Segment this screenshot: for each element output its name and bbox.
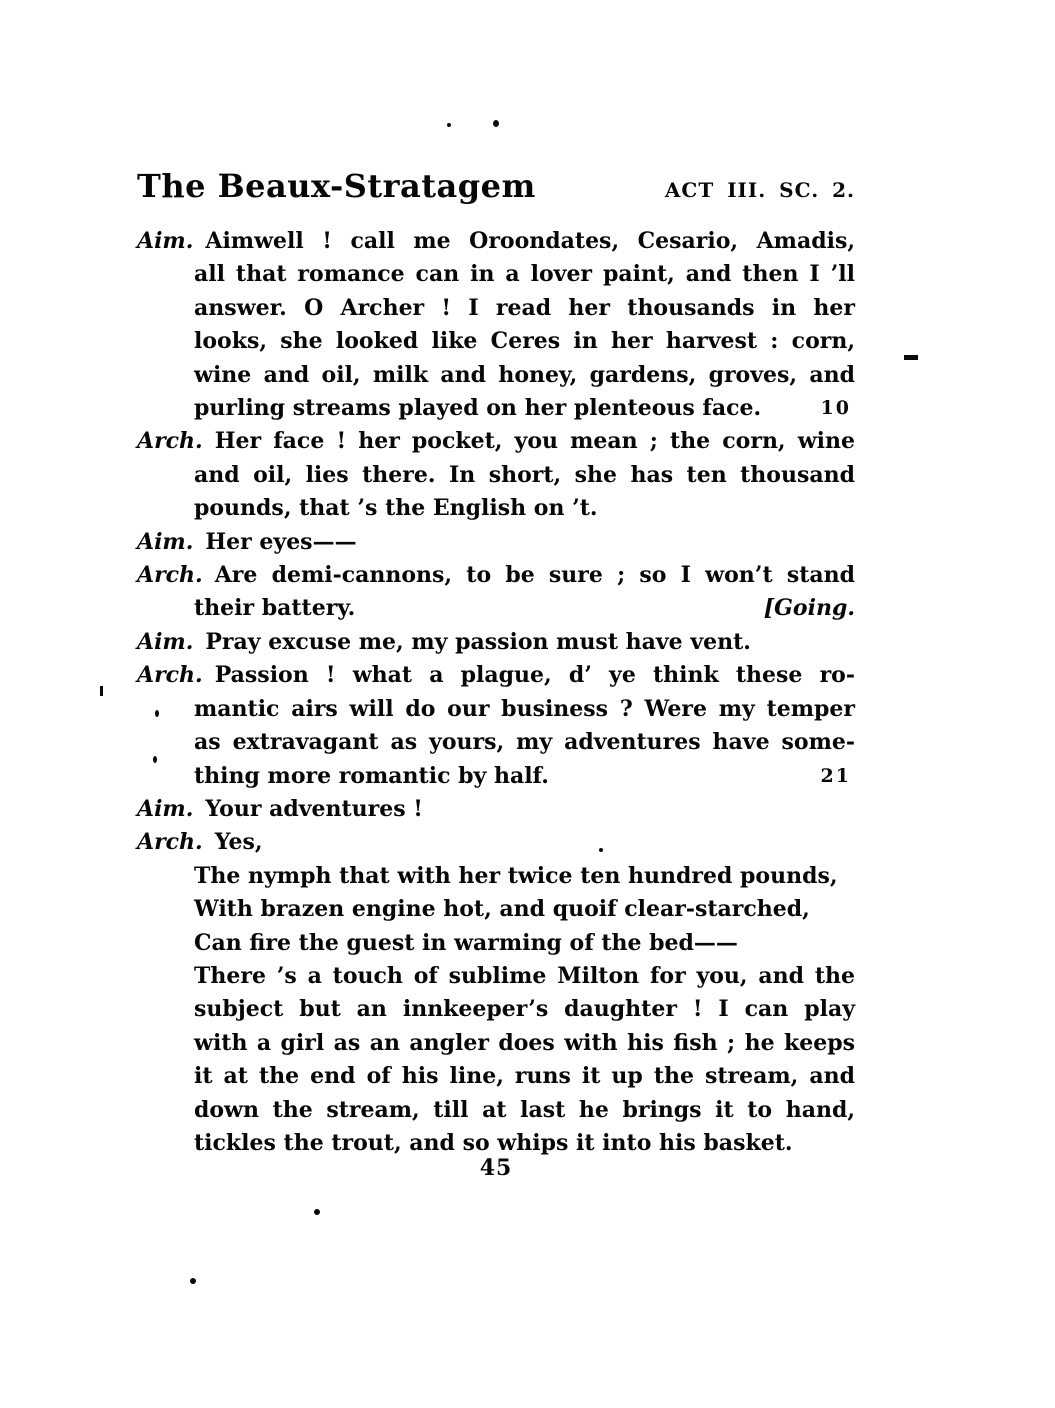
text-line [137,626,855,659]
text-line [137,492,855,525]
text-line [137,392,855,425]
text-line [137,258,855,291]
line-text: There ’s a touch of sublime Milton for you, and the [194,962,855,989]
text-line [137,292,855,325]
text-line [137,592,855,625]
line-text: with a girl as an angler does with his fish ; he keeps [194,1029,855,1056]
line-text: thing more romantic by half. [194,762,549,789]
line-text: Your adventures ! [205,795,423,822]
text-line [137,927,855,960]
text-line [137,760,855,793]
text-line [137,993,855,1026]
line-text: it at the end of his line, runs it up the stream, and [194,1063,855,1090]
scan-speck [100,686,103,696]
scan-speck [190,1278,196,1284]
line-text: down the stream, till at last he brings it to hand, [194,1096,855,1123]
line-text: Yes, [214,829,263,856]
page-header [137,167,855,205]
page-number: 45 [479,1155,513,1181]
scan-speck [155,710,159,717]
scan-speck [599,848,603,852]
scan-speck [447,123,451,127]
speaker-name: Aim. [137,628,194,655]
text-line [137,459,855,492]
text-line [137,659,855,692]
line-text: answer. O Archer ! I read her thousands in her [194,294,855,321]
text-line [137,960,855,993]
text-line [137,1094,855,1127]
text-block [137,225,855,1160]
speaker-name: Arch. [137,662,203,689]
line-text: wine and oil, milk and honey, gardens, groves, and [194,361,855,388]
line-number: 21 [820,764,851,787]
line-text: The nymph that with her twice ten hundred pounds, [194,862,838,889]
line-text: tickles the trout, and so whips it into his basket. [194,1129,793,1156]
speaker-name: Aim. [137,795,194,822]
speaker-name: Aim. [137,228,194,254]
line-text: Her eyes—— [205,528,357,555]
line-text: and oil, lies there. In short, she has ten thousand [194,461,855,488]
line-text: mantic airs will do our business ? Were my temper [194,695,855,722]
scan-speck [153,756,157,763]
speaker-name: Arch. [137,562,203,589]
scan-speck [904,355,918,360]
scan-speck [493,120,499,127]
line-text: Passion ! what a plague, d’ ye think these ro- [214,662,855,689]
text-line [137,359,855,392]
text-line [137,826,855,859]
line-text: their battery. [194,595,356,622]
act-scene-label: ACT III. SC. 2. [664,178,855,202]
line-text: subject but an innkeeper’s daughter ! I can play [194,996,855,1023]
text-line [137,893,855,926]
text-line [137,860,855,893]
speaker-name: Aim. [137,528,194,555]
text-line [137,1027,855,1060]
text-line [137,726,855,759]
line-text: Her face ! her pocket, you mean ; the corn, wine [214,428,855,455]
line-text: all that romance can in a lover paint, and then I ’ll [194,261,855,288]
text-line [137,559,855,592]
line-text: Aimwell ! call me Oroondates, Cesario, Amadis, [205,228,855,254]
line-text: pounds, that ’s the English on ’t. [194,495,598,522]
line-text: Pray excuse me, my passion must have vent. [205,628,751,655]
text-line [137,325,855,358]
line-text: With brazen engine hot, and quoif clear-starched, [194,896,810,923]
line-number: 10 [820,397,851,420]
line-text: as extravagant as yours, my adventures have some- [194,729,855,756]
book-title: The Beaux-Stratagem [137,167,536,205]
scan-speck [314,1209,320,1215]
text-line [137,225,855,258]
text-line [137,425,855,458]
stage-direction: [Going. [763,595,855,622]
line-text: looks, she looked like Ceres in her harvest : corn, [194,328,855,355]
text-line [137,1060,855,1093]
text-line [137,526,855,559]
text-line [137,693,855,726]
line-text: purling streams played on her plenteous face. [194,395,762,422]
speaker-name: Arch. [137,829,203,856]
text-line [137,793,855,826]
line-text: Are demi-cannons, to be sure ; so I won’t stand [214,562,855,589]
line-text: Can fire the guest in warming of the bed—— [194,929,738,956]
speaker-name: Arch. [137,428,203,455]
